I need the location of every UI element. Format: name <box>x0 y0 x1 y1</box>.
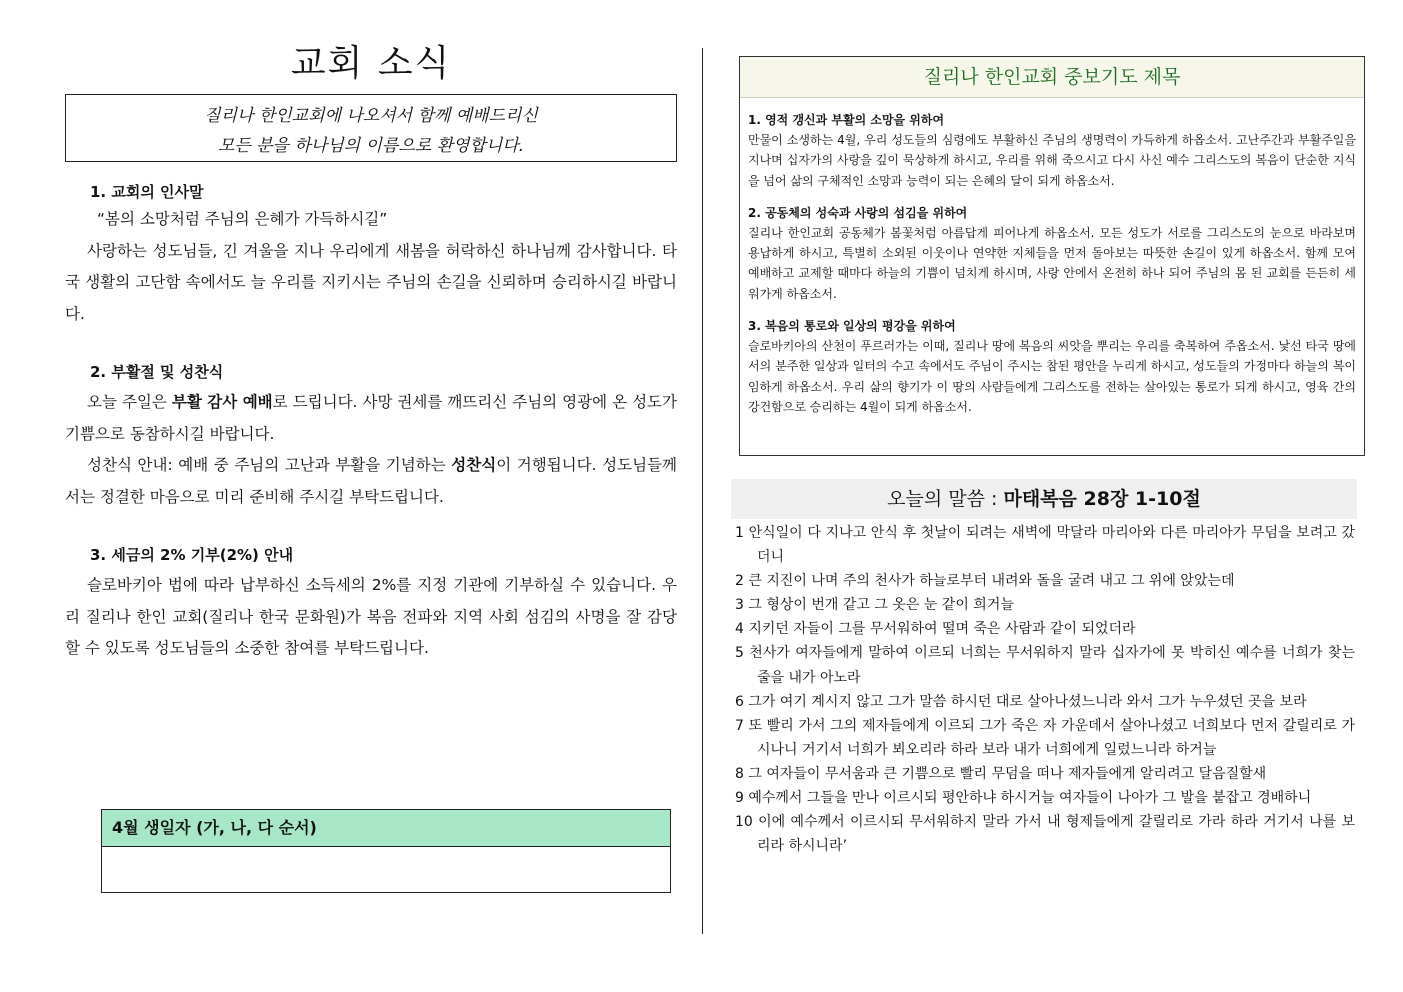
prayer-heading: 질리나 한인교회 중보기도 제목 <box>740 57 1364 98</box>
easter-text-1c: 로 드립니다. 사망 권세를 깨뜨리신 주님의 영광에 온 성도가 기쁨으로 동참하시길 바랍니다. <box>65 393 677 443</box>
prayer-item-text: 슬로바키아의 산천이 푸르러가는 이때, 질리나 땅에 복음의 씨앗을 뿌리는 우리를 축복하여 주옵소서. 낯선 타국 땅에서의 분주한 일상과 일터의 수고 속에서도 주님이 주시는 참된 평안을 누리게 하시고, 성도들의 가정마다 하늘의 복이 임하게 하옵소서. 우리 삶의 향기가 이 땅의 사람들에게 그리스도를 전하는 살아있는 통로가 되게 하시고, 영육 간의 강건함으로 승리하는 4월이 되게 하옵소서. <box>748 339 1356 414</box>
scripture-verses <box>735 521 1355 858</box>
church-news-column <box>65 40 677 665</box>
prayer-item-text: 질리나 한인교회 공동체가 봄꽃처럼 아름답게 피어나게 하옵소서. 모든 성도가 서로를 그리스도의 눈으로 바라보며 용납하게 하시고, 특별히 소외된 이웃이나 연약한 지체들을 먼저 돌아보는 따뜻한 손길이 있게 하옵소서. 함께 모여 예배하고 교제할 때마다 하늘의 기쁨이 넘치게 하시며, 사랑 안에서 온전히 하나 되어 주님의 몸 된 교회를 든든히 세워가게 하옵소서. <box>748 225 1356 301</box>
verse-line: 5 천사가 여자들에게 말하여 이르되 너희는 무서워하지 말라 십자가에 못 박히신 예수를 너희가 찾는 줄을 내가 아노라 <box>735 645 1355 686</box>
verse-line: 6 그가 여기 계시지 않고 그가 말씀 하시던 대로 살아나셨느니라 와서 그가 누우셨던 곳을 보라 <box>735 693 1307 710</box>
greeting-text-body: 사랑하는 성도님들, 긴 겨울을 지나 우리에게 새봄을 허락하신 하나님께 감사합니다. 타국 생활의 고단함 속에서도 늘 우리를 지키시는 주님의 손길을 신뢰하며 승리하시길 바랍니다. <box>65 241 677 323</box>
greeting-quote: “봄의 소망처럼 주님의 은혜가 가득하시길” <box>97 210 388 228</box>
verse-line: 7 또 빨리 가서 그의 제자들에게 이르되 그가 죽은 자 가운데서 살아나셨고 너희보다 먼저 갈릴리로 가시나니 거기서 너희가 뵈오리라 하라 보라 내가 너희에게 일렀느니라 하거늘 <box>735 717 1355 758</box>
verse-line: 2 큰 지진이 나며 주의 천사가 하늘로부터 내려와 돌을 굴려 내고 그 위에 앉았는데 <box>735 573 1235 590</box>
prayer-box <box>739 56 1365 456</box>
prayer-body <box>740 98 1364 417</box>
scripture-label: 오늘의 말씀 : <box>887 488 1004 510</box>
verse-line: 4 지키던 자들이 그를 무서워하여 떨며 죽은 사람과 같이 되었더라 <box>735 621 1136 638</box>
easter-text-2c: 이 거행됩니다. 성도님들께서는 정결한 마음으로 미리 준비해 주시길 부탁드립니다. <box>65 456 677 506</box>
easter-text-2a: 성찬식 안내: 예배 중 주님의 고난과 부활을 기념하는 <box>87 456 452 474</box>
verse-line: 1 안식일이 다 지나고 안식 후 첫날이 되려는 새벽에 막달라 마리아와 다른 마리아가 무덤을 보려고 갔더니 <box>735 525 1355 566</box>
verse-line: 9 예수께서 그들을 만나 이르시되 평안하냐 하시거늘 여자들이 나아가 그 발을 붙잡고 경배하니 <box>735 790 1312 807</box>
welcome-line-1: 질리나 한인교회에 나오셔서 함께 예배드리신 <box>204 106 538 126</box>
birthday-heading: 4월 생일자 (가, 나, 다 순서) <box>102 810 670 847</box>
welcome-box <box>65 94 677 162</box>
scripture-reference: 마태복음 28장 1-10절 <box>1003 488 1201 510</box>
scripture-heading <box>731 479 1357 519</box>
prayer-item-text: 만물이 소생하는 4월, 우리 성도들의 심령에도 부활하신 주님의 생명력이 가득하게 하옵소서. 고난주간과 부활주일을 지나며 십자가의 사랑을 깊이 묵상하게 하시고, 우리를 위해 죽으시고 다시 사신 예수 그리스도의 복음이 단순한 지식을 넘어 삶의 구체적인 소망과 능력이 되는 은혜의 달이 되게 하옵소서. <box>748 133 1356 188</box>
page-title: 교회 소식 <box>290 43 452 84</box>
easter-text-1-bold: 부활 감사 예배 <box>171 393 273 411</box>
verse-line: 10 이에 예수께서 이르시되 무서워하지 말라 가서 내 형제들에게 갈릴리로 가라 하라 거기서 나를 보리라 하시니라’ <box>735 814 1355 855</box>
prayer-item-title: 3. 복음의 통로와 일상의 평강을 위하여 <box>748 319 956 334</box>
prayer-item-title: 1. 영적 갱신과 부활의 소망을 위하여 <box>748 113 945 127</box>
tax-text-body: 슬로바키아 법에 따라 납부하신 소득세의 2%를 지정 기관에 기부하실 수 있습니다. 우리 질리나 한인 교회(질리나 한국 문화원)가 복음 전파와 지역 사회 섬김의 사명을 잘 감당할 수 있도록 성도님들의 소중한 참여를 부탁드립니다. <box>65 576 677 657</box>
greeting-text <box>65 236 677 331</box>
section-heading-greeting: 1. 교회의 인사말 <box>90 183 204 201</box>
welcome-line-2: 모든 분을 하나님의 이름으로 환영합니다. <box>217 136 525 156</box>
easter-text-2 <box>65 450 677 513</box>
column-divider <box>702 48 703 934</box>
verse-line: 8 그 여자들이 무서움과 큰 기쁨으로 빨리 무덤을 떠나 제자들에게 알리려고 달음질할새 <box>735 765 1267 782</box>
easter-text-1a: 오늘 주일은 <box>87 393 172 411</box>
verse-line: 3 그 형상이 번개 같고 그 옷은 눈 같이 희거늘 <box>735 597 1014 614</box>
section-heading-easter: 2. 부활절 및 성찬식 <box>90 363 224 381</box>
prayer-item-title: 2. 공동체의 성숙과 사랑의 섬김을 위하여 <box>748 205 968 220</box>
tax-text <box>65 570 677 665</box>
easter-text-1 <box>65 387 677 450</box>
easter-text-2-bold: 성찬식 <box>451 456 497 474</box>
section-heading-tax: 3. 세금의 2% 기부(2%) 안내 <box>90 546 294 564</box>
birthday-box <box>101 809 671 893</box>
